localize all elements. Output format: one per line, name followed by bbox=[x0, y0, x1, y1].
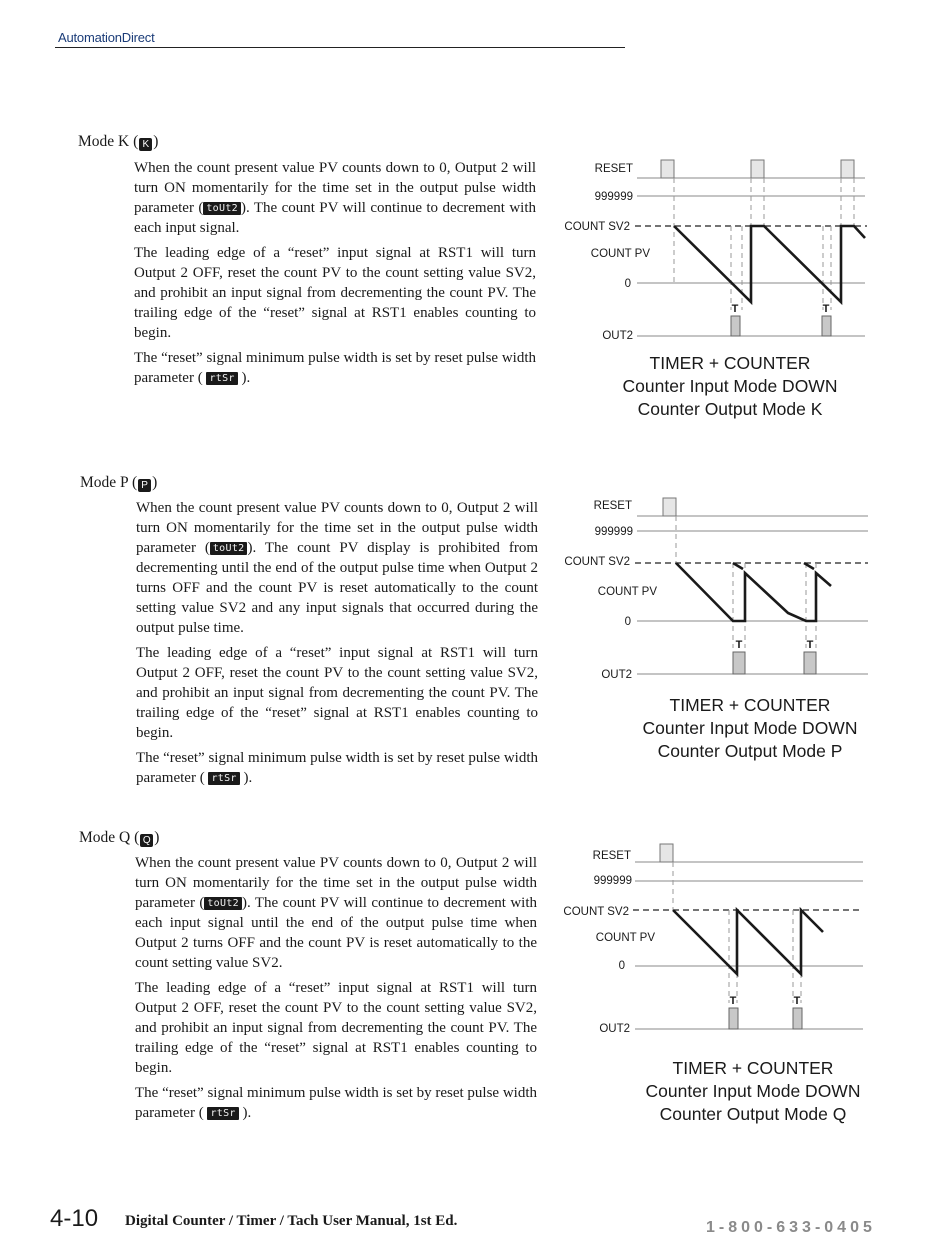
mode-q-caption bbox=[603, 1057, 903, 1126]
pv-label: COUNT PV bbox=[597, 586, 657, 598]
mode-p-title-suffix: ) bbox=[152, 474, 158, 491]
caption-line: Counter Output Mode Q bbox=[659, 1104, 847, 1124]
mode-k-caption bbox=[580, 352, 880, 421]
max-label: 999999 bbox=[593, 875, 632, 887]
para-text: The leading edge of a “reset” input signal at RST1 will turn Output 2 OFF, reset the count PV to the count setting value SV2, and prohibit an input signal from decrementing the count PV. The trailing edge of the “reset” signal at RST1 enables counting to begin. bbox=[134, 245, 536, 341]
mode-k-para-3 bbox=[134, 348, 536, 388]
out2-label: OUT2 bbox=[599, 1023, 630, 1035]
mode-k-para-2 bbox=[134, 243, 536, 343]
caption-line: Counter Input Mode DOWN bbox=[645, 1081, 861, 1101]
pulse-width-label: T bbox=[735, 639, 743, 651]
reset-pulse bbox=[841, 160, 854, 178]
rtsr-parameter-icon: rtSr bbox=[207, 1107, 238, 1120]
reset-pulse bbox=[661, 160, 674, 178]
caption-line: Counter Input Mode DOWN bbox=[622, 376, 838, 396]
para-text: ). bbox=[237, 370, 251, 386]
para-text: The “reset” signal minimum pulse width is set by reset pulse width parameter ( bbox=[135, 1085, 538, 1121]
max-label: 999999 bbox=[594, 191, 633, 203]
para-text: ). The count PV display is prohibited from decrementing until the end of the output pulse time when Output 2 turns OFF and the count PV is reset automatically to the count setting value SV2 and any input signals that occurred during the output pulse time. bbox=[136, 540, 538, 636]
mode-k-text bbox=[134, 158, 536, 393]
reset-pulse bbox=[660, 844, 673, 862]
mode-q-timing-diagram bbox=[555, 838, 885, 1038]
para-text: ). The count PV will continue to decrement with each input signal until the end of the output pulse time when Output 2 turns OFF and the count PV is reset automatically to the count setting value SV2. bbox=[135, 895, 537, 971]
mode-p-caption bbox=[600, 694, 900, 763]
zero-label: 0 bbox=[618, 960, 625, 972]
rtsr-parameter-icon: rtSr bbox=[208, 772, 239, 785]
mode-p-text bbox=[136, 498, 538, 793]
out2-label: OUT2 bbox=[601, 669, 632, 681]
tout2-parameter-icon: toUt2 bbox=[210, 542, 248, 555]
tout2-parameter-icon: toUt2 bbox=[203, 202, 241, 215]
para-text: ). bbox=[239, 770, 253, 786]
para-text: ). The count PV will continue to decrement with each input signal. bbox=[134, 200, 536, 236]
reset-label: RESET bbox=[594, 163, 633, 175]
count-pv-waveform bbox=[674, 226, 865, 302]
manual-title: Digital Counter / Timer / Tach User Manual, 1st Ed. bbox=[125, 1213, 458, 1229]
out2-pulse bbox=[793, 1008, 802, 1029]
para-text: The “reset” signal minimum pulse width is set by reset pulse width parameter ( bbox=[134, 350, 537, 386]
para-text: When the count present value PV counts down to 0, Output 2 will turn ON momentarily for the time set in the output pulse width parameter ( bbox=[134, 160, 536, 216]
rtsr-parameter-icon: rtSr bbox=[206, 372, 237, 385]
pv-label: COUNT PV bbox=[590, 248, 650, 260]
caption-line: TIMER + COUNTER bbox=[649, 353, 811, 373]
pulse-width-label: T bbox=[806, 639, 814, 651]
page-number: 4-10 bbox=[50, 1205, 99, 1232]
mode-k-title-prefix: Mode K ( bbox=[78, 133, 139, 150]
mode-q-para-1 bbox=[135, 853, 537, 973]
mode-k-title-suffix: ) bbox=[153, 133, 159, 150]
out2-pulse bbox=[822, 316, 831, 336]
mode-q-icon: Q bbox=[140, 834, 153, 847]
mode-p-para-2 bbox=[136, 643, 538, 743]
mode-q-para-2 bbox=[135, 978, 537, 1078]
mode-p-timing-diagram bbox=[555, 488, 885, 688]
pulse-width-label: T bbox=[822, 303, 830, 315]
mode-q-text bbox=[135, 853, 537, 1128]
caption-line: TIMER + COUNTER bbox=[669, 695, 831, 715]
zero-label: 0 bbox=[624, 278, 631, 290]
pulse-width-label: T bbox=[731, 303, 739, 315]
reset-pulse bbox=[663, 498, 676, 516]
mode-q-para-3 bbox=[135, 1083, 537, 1123]
mode-p-title bbox=[80, 474, 157, 492]
count-pv-waveform bbox=[673, 910, 823, 974]
para-text: When the count present value PV counts down to 0, Output 2 will turn ON momentarily for the time set in the output pulse width parameter ( bbox=[135, 855, 537, 911]
sv2-label: COUNT SV2 bbox=[564, 556, 630, 568]
para-text: When the count present value PV counts down to 0, Output 2 will turn ON momentarily for the time set in the output pulse width parameter ( bbox=[136, 500, 538, 556]
mode-k-para-1 bbox=[134, 158, 536, 238]
count-pv-reset-tick bbox=[733, 563, 743, 569]
reset-pulse bbox=[751, 160, 764, 178]
sv2-label: COUNT SV2 bbox=[563, 906, 629, 918]
para-text: The “reset” signal minimum pulse width is set by reset pulse width parameter ( bbox=[136, 750, 539, 786]
reset-label: RESET bbox=[593, 500, 632, 512]
logo-text: AutomationDirect bbox=[58, 30, 155, 45]
zero-label: 0 bbox=[624, 616, 631, 628]
mode-p-para-1 bbox=[136, 498, 538, 638]
out2-pulse bbox=[731, 316, 740, 336]
caption-line: Counter Input Mode DOWN bbox=[642, 718, 858, 738]
mode-q-title bbox=[79, 829, 159, 847]
mode-k-title bbox=[78, 133, 158, 151]
para-text: ). bbox=[238, 1105, 252, 1121]
guide-lines bbox=[674, 178, 854, 310]
header-rule bbox=[55, 47, 625, 48]
out2-pulse bbox=[733, 652, 745, 674]
pulse-width-label: T bbox=[793, 995, 801, 1007]
tout2-parameter-icon: toUt2 bbox=[204, 897, 242, 910]
caption-line: Counter Output Mode K bbox=[637, 399, 823, 419]
para-text: The leading edge of a “reset” input signal at RST1 will turn Output 2 OFF, reset the count PV to the count setting value SV2, and prohibit an input signal from decrementing the count PV. The trailing edge of the “reset” signal at RST1 enables counting to begin. bbox=[135, 980, 537, 1076]
out2-pulse bbox=[804, 652, 816, 674]
phone-number: 1-800-633-0405 bbox=[706, 1219, 876, 1236]
reset-label: RESET bbox=[592, 850, 631, 862]
out2-pulse bbox=[729, 1008, 738, 1029]
pv-label: COUNT PV bbox=[595, 932, 655, 944]
out2-label: OUT2 bbox=[602, 330, 633, 342]
mode-p-icon: P bbox=[138, 479, 151, 492]
count-pv-waveform bbox=[676, 563, 831, 621]
max-label: 999999 bbox=[594, 526, 633, 538]
mode-k-timing-diagram bbox=[555, 150, 885, 350]
mode-q-title-suffix: ) bbox=[154, 829, 160, 846]
mode-p-para-3 bbox=[136, 748, 538, 788]
caption-line: TIMER + COUNTER bbox=[672, 1058, 834, 1078]
mode-k-icon: K bbox=[139, 138, 152, 151]
mode-p-title-prefix: Mode P ( bbox=[80, 474, 138, 491]
mode-q-title-prefix: Mode Q ( bbox=[79, 829, 140, 846]
sv2-label: COUNT SV2 bbox=[564, 221, 630, 233]
header-logo bbox=[58, 30, 155, 45]
caption-line: Counter Output Mode P bbox=[657, 741, 843, 761]
para-text: The leading edge of a “reset” input signal at RST1 will turn Output 2 OFF, reset the count PV to the count setting value SV2, and prohibit an input signal from decrementing the count PV. The trailing edge of the “reset” signal at RST1 enables counting to begin. bbox=[136, 645, 538, 741]
pulse-width-label: T bbox=[729, 995, 737, 1007]
